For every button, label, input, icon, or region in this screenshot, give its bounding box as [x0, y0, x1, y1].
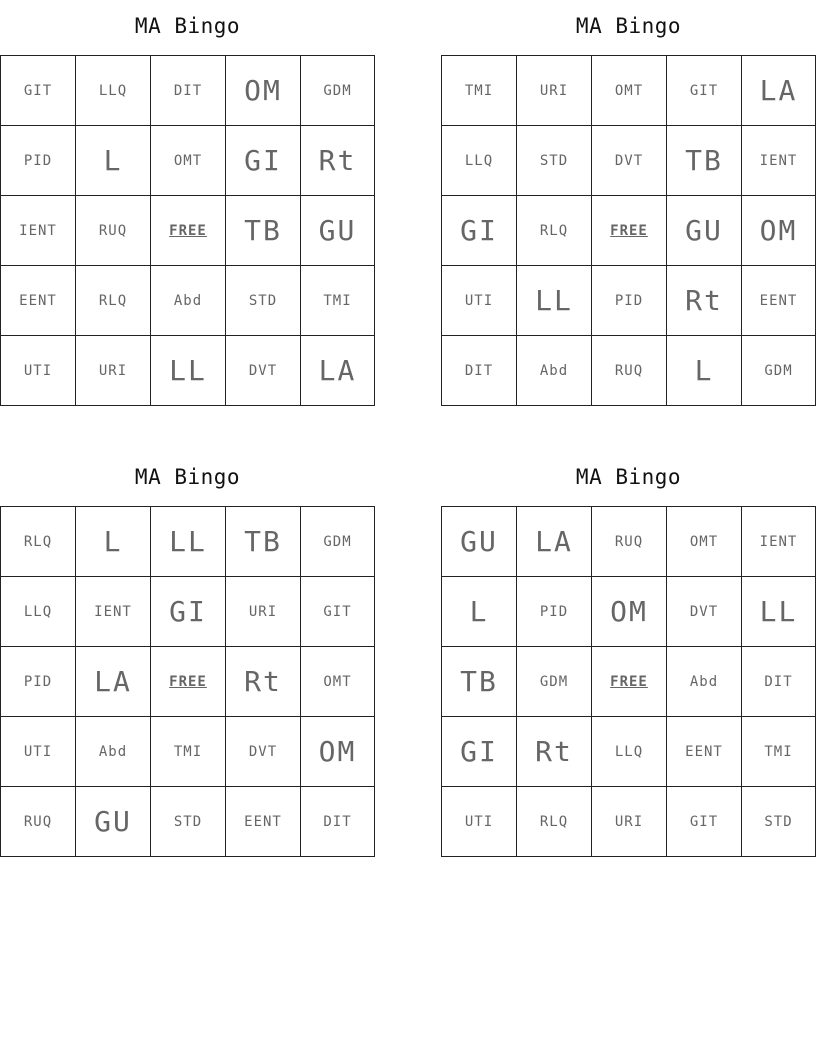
- bingo-cell: Abd: [76, 717, 151, 787]
- bingo-cell: DVT: [226, 717, 301, 787]
- bingo-cell: LA: [517, 507, 592, 577]
- bingo-cell: GDM: [742, 336, 816, 406]
- bingo-cell: OM: [592, 577, 667, 647]
- bingo-cell: RLQ: [517, 787, 592, 857]
- bingo-cell: PID: [592, 266, 667, 336]
- bingo-cell: LL: [151, 507, 226, 577]
- bingo-cell: DIT: [442, 336, 517, 406]
- bingo-cell: STD: [742, 787, 816, 857]
- bingo-cell: LL: [742, 577, 816, 647]
- bingo-cell: STD: [151, 787, 226, 857]
- bingo-cell: UTI: [442, 266, 517, 336]
- bingo-cell: GDM: [301, 507, 375, 577]
- bingo-cell: RLQ: [1, 507, 76, 577]
- bingo-cell: TMI: [742, 717, 816, 787]
- bingo-grid: [441, 55, 816, 406]
- bingo-cell: PID: [517, 577, 592, 647]
- bingo-cell: DIT: [742, 647, 816, 717]
- bingo-grid: [0, 55, 375, 406]
- card-title: MA Bingo: [575, 14, 682, 38]
- bingo-cell: IENT: [1, 196, 76, 266]
- bingo-cell: STD: [226, 266, 301, 336]
- bingo-cell: GU: [301, 196, 375, 266]
- bingo-cell: Abd: [151, 266, 226, 336]
- bingo-cell: IENT: [742, 507, 816, 577]
- bingo-cell: RUQ: [592, 336, 667, 406]
- bingo-cell: OMT: [301, 647, 375, 717]
- free-space-cell: FREE: [151, 196, 226, 266]
- bingo-cell: IENT: [742, 126, 816, 196]
- free-space-cell: FREE: [151, 647, 226, 717]
- bingo-cell: UTI: [1, 717, 76, 787]
- bingo-cell: OMT: [667, 507, 742, 577]
- bingo-cell: RUQ: [592, 507, 667, 577]
- bingo-cell: GI: [442, 196, 517, 266]
- bingo-cell: LA: [742, 56, 816, 126]
- bingo-cell: Rt: [226, 647, 301, 717]
- bingo-cell: DIT: [151, 56, 226, 126]
- bingo-cell: TMI: [442, 56, 517, 126]
- bingo-cell: GDM: [517, 647, 592, 717]
- bingo-cell: TB: [226, 196, 301, 266]
- bingo-cell: GIT: [667, 787, 742, 857]
- bingo-cell: OM: [742, 196, 816, 266]
- bingo-cell: GI: [226, 126, 301, 196]
- bingo-cell: RLQ: [517, 196, 592, 266]
- card-title: MA Bingo: [134, 14, 241, 38]
- bingo-cell: Rt: [301, 126, 375, 196]
- bingo-cell: LL: [151, 336, 226, 406]
- bingo-cell: RUQ: [1, 787, 76, 857]
- bingo-cell: GI: [151, 577, 226, 647]
- bingo-cell: GI: [442, 717, 517, 787]
- free-space-cell: FREE: [592, 196, 667, 266]
- bingo-cell: LA: [76, 647, 151, 717]
- bingo-cell: URI: [226, 577, 301, 647]
- bingo-cell: LLQ: [442, 126, 517, 196]
- bingo-cell: TB: [667, 126, 742, 196]
- bingo-cell: PID: [1, 126, 76, 196]
- bingo-cell: EENT: [226, 787, 301, 857]
- bingo-cell: Abd: [667, 647, 742, 717]
- bingo-cell: Rt: [517, 717, 592, 787]
- bingo-cell: LA: [301, 336, 375, 406]
- bingo-cell: URI: [517, 56, 592, 126]
- bingo-cell: IENT: [76, 577, 151, 647]
- bingo-cell: L: [76, 126, 151, 196]
- bingo-cell: OM: [301, 717, 375, 787]
- bingo-cell: RUQ: [76, 196, 151, 266]
- bingo-cell: Rt: [667, 266, 742, 336]
- bingo-cell: DIT: [301, 787, 375, 857]
- bingo-cell: GIT: [667, 56, 742, 126]
- bingo-cell: EENT: [667, 717, 742, 787]
- bingo-cell: GDM: [301, 56, 375, 126]
- bingo-cell: TB: [226, 507, 301, 577]
- bingo-cell: OM: [226, 56, 301, 126]
- bingo-cell: DVT: [667, 577, 742, 647]
- bingo-cell: LLQ: [592, 717, 667, 787]
- bingo-cell: STD: [517, 126, 592, 196]
- bingo-cell: UTI: [1, 336, 76, 406]
- bingo-cell: GIT: [1, 56, 76, 126]
- bingo-grid: [0, 506, 375, 857]
- bingo-cell: DVT: [226, 336, 301, 406]
- bingo-cell: L: [76, 507, 151, 577]
- card-title: MA Bingo: [575, 465, 682, 489]
- free-space-cell: FREE: [592, 647, 667, 717]
- bingo-cell: EENT: [1, 266, 76, 336]
- bingo-cell: Abd: [517, 336, 592, 406]
- bingo-cell: GIT: [301, 577, 375, 647]
- bingo-cell: GU: [442, 507, 517, 577]
- bingo-grid: [441, 506, 816, 857]
- bingo-cell: DVT: [592, 126, 667, 196]
- bingo-cell: PID: [1, 647, 76, 717]
- bingo-cell: L: [442, 577, 517, 647]
- bingo-cell: URI: [76, 336, 151, 406]
- bingo-cell: UTI: [442, 787, 517, 857]
- bingo-cell: URI: [592, 787, 667, 857]
- bingo-cell: LL: [517, 266, 592, 336]
- bingo-cell: TMI: [301, 266, 375, 336]
- bingo-cell: L: [667, 336, 742, 406]
- bingo-cell: GU: [76, 787, 151, 857]
- bingo-cell: EENT: [742, 266, 816, 336]
- bingo-cell: TMI: [151, 717, 226, 787]
- bingo-cell: GU: [667, 196, 742, 266]
- card-title: MA Bingo: [134, 465, 241, 489]
- bingo-cell: OMT: [592, 56, 667, 126]
- bingo-cell: RLQ: [76, 266, 151, 336]
- bingo-cell: TB: [442, 647, 517, 717]
- bingo-cell: OMT: [151, 126, 226, 196]
- bingo-cell: LLQ: [76, 56, 151, 126]
- bingo-cell: LLQ: [1, 577, 76, 647]
